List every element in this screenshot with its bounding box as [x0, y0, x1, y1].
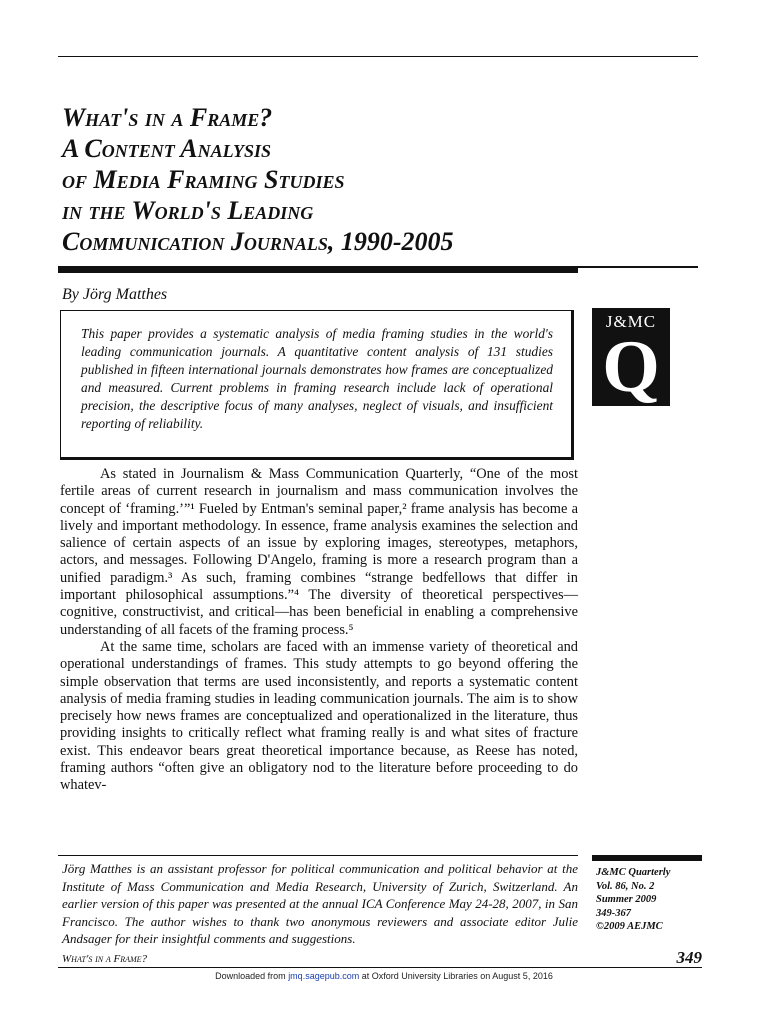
journal-info: [596, 866, 706, 934]
title-line-5: [62, 226, 662, 257]
paragraph-1: As stated in Journalism & Mass Communication Quarterly, “One of the most fertile areas of current research in journalism and mass communication involves the concept of ‘framing.’”¹ Fueled by Entman's seminal paper,² frame analysis has become a lively and important methodology. In essence, frame analysis examines the selection and salience of certain aspects of an issue by exploring images, stereotypes, metaphors, actors, and messages. Following D'Angelo, framing is more a research program than a unified paradigm.³ As such, framing combines “strange bedfellows that differ in important philosophical assumptions.”⁴ The diversity of theoretical perspectives—cognitive, constructivist, and critical—has been beneficial in enabling a comprehensive understanding of all facets of the framing process.⁵: [60, 466, 578, 638]
abstract-text: This paper provides a systematic analysis of media framing studies in the world's leading communication journals. A quantitative content analysis of 131 studies published in fifteen international journals demonstrates how frames are conceptualized and measured. Current problems in framing research include lack of operational precision, the descriptive focus of many analyses, neglect of visuals, and insufficient reporting of reliability.: [81, 326, 553, 432]
article-title: [62, 102, 662, 257]
title-line-5b: 1990-2005: [334, 227, 454, 256]
body-text: [60, 466, 578, 795]
download-notice: [0, 971, 768, 981]
running-rule: [58, 967, 702, 968]
journal-copyright: ©2009 AEJMC: [596, 921, 663, 932]
title-line-4: in the World's Leading: [62, 196, 314, 225]
journal-season: Summer 2009: [596, 894, 657, 905]
journal-logo: [592, 308, 670, 406]
journal-name: J&MC Quarterly: [596, 867, 671, 878]
title-line-3: of Media Framing Studies: [62, 165, 345, 194]
page-number: 349: [676, 948, 702, 967]
running-head: What's in a Frame?: [62, 953, 148, 965]
title-line-2: A Content Analysis: [62, 134, 271, 163]
author-footnote: Jörg Matthes is an assistant professor for political communication and political behavior at the Institute of Mass Communication and Media Research, University of Zurich, Switzerland. An earlier version of this paper was presented at the annual ICA Conference May 24-28, 2007, in San Francisco. The author wishes to thank two anonymous reviewers and associate editor Julie Andsager for their insightful comments and suggestions.: [62, 861, 578, 947]
title-line-5a: Communication Journals,: [62, 227, 335, 256]
paragraph-2: At the same time, scholars are faced with an immense variety of theoretical and operational understandings of frames. This study attempts to go beyond offering the simple observation that terms are used inconsistently, and reports a systematic content analysis of media framing studies in leading communication journals. The aim is to show precisely how news frames are conceptualized and operationalized in the literature, thus providing insights to critically reflect what framing really is and what sites of fracture exist. This endeavor bears great theoretical importance because, as Reese has noted, framing authors “often give an obligatory nod to the literature before proceeding to do whatev-: [60, 638, 578, 794]
download-suffix: at Oxford University Libraries on August 5, 2016: [359, 971, 553, 981]
byline: By Jörg Matthes: [62, 286, 168, 303]
download-link[interactable]: jmq.sagepub.com: [288, 971, 360, 981]
sidebar-rule: [592, 855, 702, 861]
journal-pages: 349-367: [596, 907, 631, 919]
top-rule: [58, 56, 698, 57]
download-prefix: Downloaded from: [215, 971, 289, 981]
title-line-1: What's in a Frame?: [62, 103, 273, 132]
footnote-rule: [58, 855, 578, 856]
logo-letter: Q: [602, 326, 660, 408]
logo-text: J&MC: [605, 312, 657, 331]
abstract-box: [60, 310, 574, 460]
title-rule-thick: [58, 266, 578, 273]
journal-volume: Vol. 86, No. 2: [596, 880, 655, 892]
